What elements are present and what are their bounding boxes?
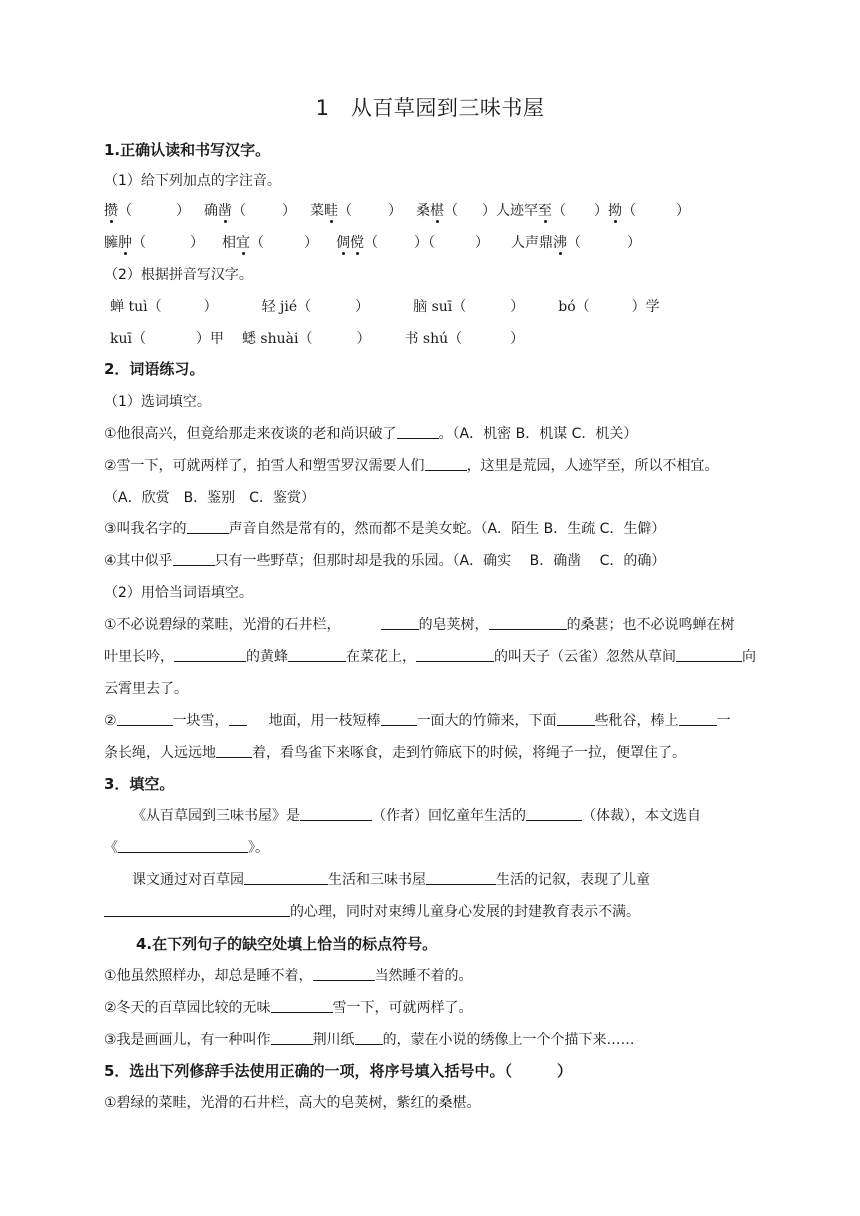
q2-sentence-4: ④其中似乎 只有一些野草；但那时却是我的乐园。（A．确实 B．确凿 C．的确） — [104, 553, 666, 569]
q2-paragraph-1-line-1: ①不必说碧绿的菜畦，光滑的石井栏， 的皂荚树， 的桑葚；也不必说鸣蝉在树 — [104, 617, 735, 633]
page-title: 1 从百草园到三味书屋 — [315, 96, 545, 120]
char: 宜 — [236, 235, 250, 251]
q1-row3: 蝉 tuì（ ） 轻 jié（ ） 脑 suī（ ） bó（ ）学 — [110, 299, 660, 315]
char: 拗 — [608, 203, 622, 219]
q1-sub1: （1）给下列加点的字注音。 — [104, 173, 281, 189]
q5-heading: 5．选出下列修辞手法使用正确的一项，将序号填入括号中。（ ） — [104, 1062, 572, 1080]
char: 沸 — [553, 235, 567, 251]
q1-row1: 攒（ ） 确凿（ ） 菜畦（ ） 桑椹（ ）人迹罕至（ ）拗（ ） — [104, 203, 690, 219]
q2-sub1: （1）选词填空。 — [104, 394, 211, 410]
q4-sentence-3: ③我是画画儿，有一种叫作 荆川纸 的，蒙在小说的绣像上一个个描下来…… — [104, 1032, 635, 1048]
char: 凿 — [218, 203, 232, 219]
q1-heading: 1.正确认读和书写汉字。 — [104, 141, 271, 159]
q2-sentence-3: ③叫我名字的 声音自然是常有的，然而都不是美女蛇。（A．陌生 B．生疏 C．生僻） — [104, 521, 666, 537]
char: 倜 — [336, 235, 350, 251]
q1-sub2: （2）根据拼音写汉字。 — [104, 267, 253, 283]
char: 肿 — [118, 235, 132, 251]
q5-sentence-1: ①碧绿的菜畦，光滑的石井栏，高大的皂荚树，紫红的桑椹。 — [104, 1095, 481, 1111]
q3-line-3: 课文通过对百草园 生活和三味书屋 生活的记叙，表现了儿童 — [132, 872, 650, 888]
q1-row2: 臃肿（ ） 相宜（ ） 倜傥（ ）（ ） 人声鼎沸（ ） — [104, 235, 641, 251]
q4-sentence-2: ②冬天的百草园比较的无味 雪一下，可就两样了。 — [104, 1000, 473, 1016]
char: 至 — [538, 203, 552, 219]
q4-sentence-1: ①他虽然照样办，却总是睡不着， 当然睡不着的。 — [104, 968, 473, 984]
q2-heading: 2．词语练习。 — [104, 360, 205, 378]
q2-paragraph-2-line-2: 条长绳，人远远地 着，看鸟雀下来啄食，走到竹筛底下的时候，将绳子一拉，便罩住了。 — [104, 745, 686, 761]
q2-sub2: （2）用恰当词语填空。 — [104, 585, 253, 601]
char: 畦 — [324, 203, 338, 219]
q2-sentence-1: ①他很高兴，但竟给那走来夜谈的老和尚识破了 。（A．机密 B．机谋 C．机关） — [104, 426, 638, 442]
q3-line-1: 《从百草园到三味书屋》是 （作者）回忆童年生活的 （体裁），本文选自 — [132, 808, 701, 824]
q3-line-2: 《 》。 — [104, 840, 269, 856]
q3-heading: 3．填空。 — [104, 775, 175, 793]
q2-paragraph-1-line-2: 叶里长吟， 的黄蜂 在菜花上， 的叫天子（云雀）忽然从草间 向 — [104, 649, 756, 665]
q2-sentence-2-options: （A．欣赏 B．鉴别 C．鉴赏） — [104, 490, 315, 506]
q4-heading: 4.在下列句子的缺空处填上恰当的标点符号。 — [136, 935, 438, 953]
char: 傥 — [350, 235, 364, 251]
q2-sentence-2: ②雪一下，可就两样了，拍雪人和塑雪罗汉需要人们 ，这里是荒园，人迹罕至，所以不相宜。 — [104, 458, 719, 474]
q2-paragraph-2-line-1: ② 一块雪， 地面，用一枝短棒 一面大的竹筛来，下面 些秕谷，棒上 一 — [104, 713, 731, 729]
q3-line-4: 的心理，同时对束缚儿童身心发展的封建教育表示不满。 — [104, 902, 640, 922]
q1-row4: kuī（ ）甲 蟋 shuài（ ） 书 shú（ ） — [110, 331, 525, 347]
char: 椹 — [430, 203, 444, 219]
q2-paragraph-1-line-3: 云霄里去了。 — [104, 681, 188, 697]
char: 攒 — [104, 203, 118, 219]
